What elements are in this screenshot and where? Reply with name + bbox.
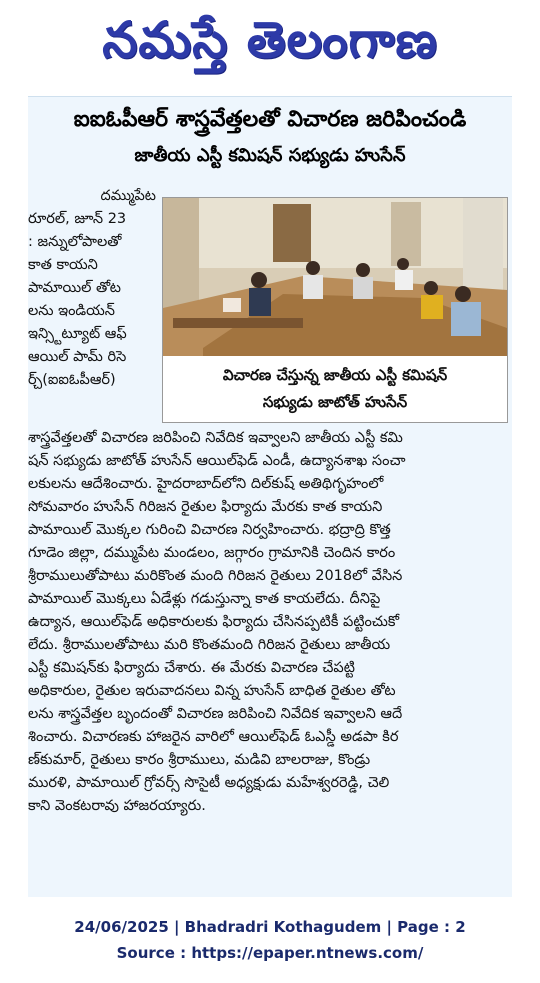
body-line: లను శాస్త్రవేత్తల బృందంతో విచారణ జరిపించి నివేదిక ఇవ్వాలని ఆదే (28, 706, 403, 722)
body-line: అధికారుల, రైతుల ఇరువాదనలు విన్న హుసేన్ బాధిత రైతుల తోట (28, 683, 396, 699)
body-line: పామాయిల్ మొక్కల గురించి విచారణ నిర్వహించారు. భద్రాద్రి కొత్త (28, 522, 391, 538)
body-line: షన్ సభ్యుడు జాటోత్ హుసేన్ ఆయిల్‌ఫెడ్ ఎండీ, ఉద్యానశాఖ సంచా (28, 453, 406, 469)
article-clipping (28, 96, 512, 897)
dateline-column (28, 185, 156, 392)
meeting-photo-illustration (163, 198, 507, 356)
article-body (28, 427, 512, 818)
body-line: దమ్ముపేట (100, 188, 156, 204)
headline: ఐఐఓపీఆర్ శాస్త్రవేత్తలతో విచారణ జరిపించండి (73, 107, 467, 132)
body-line: లను ఇండియన్ (28, 303, 115, 319)
body-line: ణ్‌కుమార్, రైతులు కారం శ్రీరాములు, మడివి బాలరాజు, కొండ్రు (28, 752, 371, 768)
news-photo-frame (162, 197, 508, 423)
subheadline: జాతీయ ఎస్టీ కమిషన్ సభ్యుడు హుసేన్ (134, 145, 406, 166)
body-line: ఆయిల్ పామ్ రిసె (28, 349, 127, 365)
caption-line: సభ్యుడు జాటోత్ హుసేన్ (262, 393, 408, 411)
footer-source: Source : https://epaper.ntnews.com/ (116, 944, 424, 962)
body-line: సోమవారం హుసేన్ గిరిజన రైతుల ఫిర్యాదు మేరకు కాత కాయని (28, 499, 383, 515)
body-line: : జన్నులోపాలతో (28, 234, 122, 250)
body-line: గూడెం జిల్లా, దమ్ముపేట మండలం, జగ్గారం గ్రామానికి చెందిన కారం (28, 545, 396, 561)
body-line: రూరల్, జూన్ 23 (28, 211, 127, 227)
body-line: కాని వెంకటరావు హాజరయ్యారు. (28, 798, 206, 814)
body-line: శాస్త్రవేత్తలతో విచారణ జరిపించి నివేదిక ఇవ్వాలని జాతీయ ఎస్టీ కమి (28, 430, 403, 446)
body-line: శించారు. విచారణకు హాజరైన వారిలో ఆయిల్‌ఫెడ్ ఓఎస్డీ అడపా కిర (28, 729, 399, 745)
body-line: ర్చ్(ఐఐఓపీఆర్) (28, 372, 116, 388)
body-line: శ్రీరాములుతోపాటు మరికొంత మంది గిరిజన రైతులు 2018లో వేసిన (28, 568, 403, 584)
footer-edition-info: 24/06/2025 | Bhadradri Kothagudem | Page : 2 (74, 918, 466, 936)
body-line: ఉద్యాన, ఆయిల్‌ఫెడ్ అధికారులకు ఫిర్యాదు చేసినప్పటికీ పట్టించుకో (28, 614, 400, 630)
body-line: లకులను ఆదేశించారు. హైదరాబాద్‌లోని దిల్‌కుష్ అతిథిగృహంలో (28, 476, 384, 492)
body-line: ఎస్టీ కమిషన్‌కు ఫిర్యాదు చేశారు. ఈ మేరకు విచారణ చేపట్టి (28, 660, 355, 676)
news-photo (163, 198, 507, 356)
photo-caption (163, 362, 507, 416)
body-line: పామాయిల్ మొక్కలు ఏడేళ్లు గడుస్తున్నా కాత కాయలేదు. దీనిపై (28, 591, 381, 607)
masthead (0, 0, 540, 92)
body-line: మురళి, పామాయిల్ గ్రోవర్స్ సొసైటీ అధ్యక్షుడు మహేశ్వరరెడ్డి, చెలి (28, 775, 390, 791)
body-line: లేదు. శ్రీరాములతోపాటు మరి కొంతమంది గిరిజన రైతులు జాతీయ (28, 637, 391, 653)
body-line: పామాయిల్ తోట (28, 280, 121, 296)
body-line: కాత కాయని (28, 257, 98, 273)
newspaper-title: నమస్తే తెలంగాణ (102, 10, 438, 69)
body-line: ఇన్స్టిట్యూట్ ఆఫ్ (28, 326, 127, 342)
caption-line: విచారణ చేస్తున్న జాతీయ ఎస్టీ కమిషన్ (222, 366, 448, 384)
